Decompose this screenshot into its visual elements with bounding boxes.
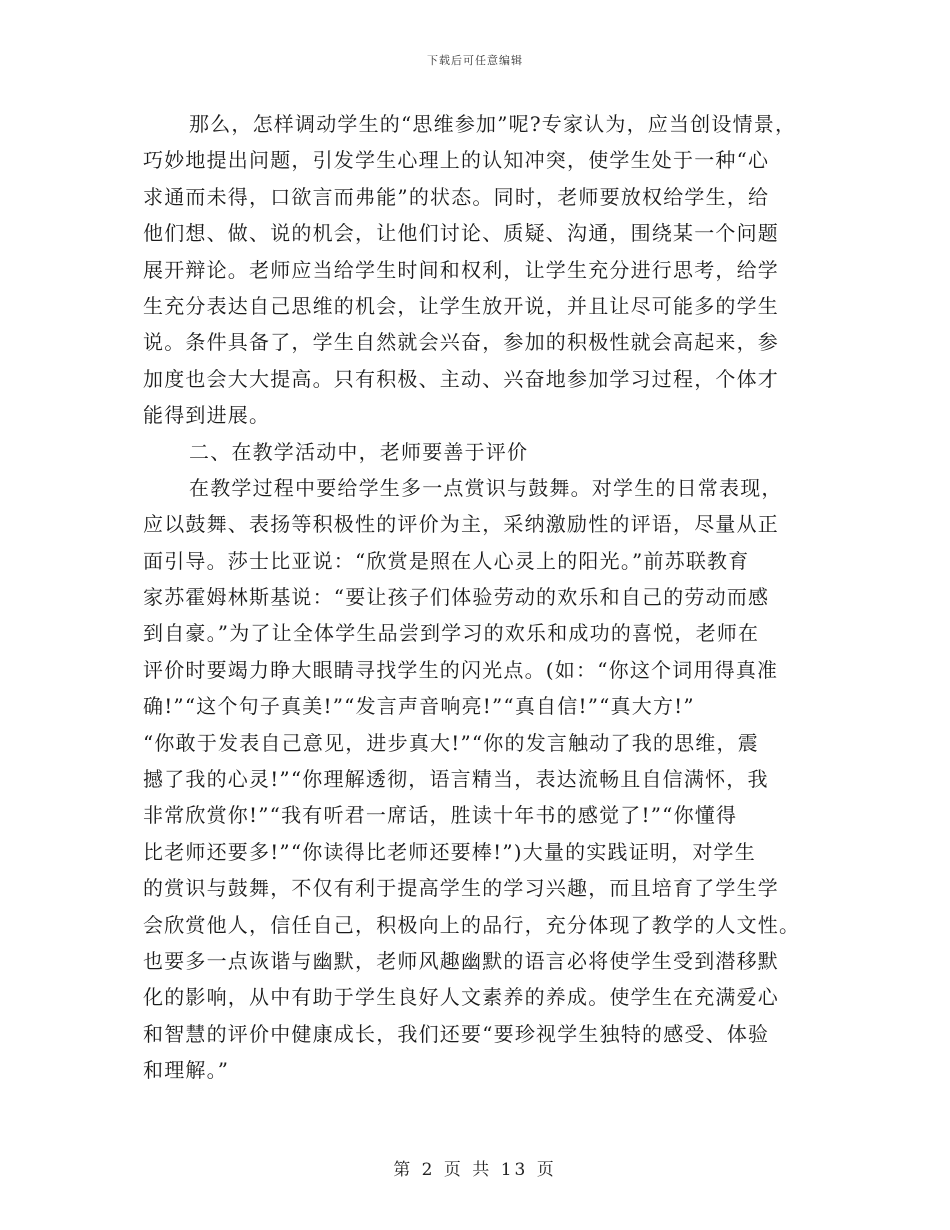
- text-line: 和智慧的评价中健康成长，我们还要“要珍视学生独特的感受、体验: [143, 1021, 770, 1046]
- text-line: 那么，怎样调动学生的“思维参加”呢?专家认为，应当创设情景，: [189, 112, 797, 136]
- text-line: 加度也会大大提高。只有积极、主动、兴奋地参加学习过程，个体才: [143, 366, 779, 391]
- text-line: 二、在教学活动中，老师要善于评价: [189, 439, 529, 464]
- text-line: 生充分表达自己思维的机会，让学生放开说，并且让尽可能多的学生: [143, 293, 779, 318]
- text-line: 也要多一点诙谐与幽默，老师风趣幽默的语言必将使学生受到潜移默: [143, 948, 779, 973]
- text-line: 说。条件具备了，学生自然就会兴奋，参加的积极性就会高起来，参: [143, 330, 779, 355]
- text-line: 确!”“这个句子真美!”“发言声音响亮!”“真自信!”“真大方!”: [143, 694, 695, 719]
- page-header: 下载后可任意编辑: [427, 54, 523, 67]
- text-line: 非常欣赏你!”“我有听君一席话，胜读十年书的感觉了!”“你懂得: [143, 803, 738, 828]
- text-line: 评价时要竭力睁大眼睛寻找学生的闪光点。(如：“你这个词用得真准: [143, 657, 779, 682]
- text-line: 能得到进展。: [143, 403, 271, 428]
- text-line: 展开辩论。老师应当给学生时间和权利，让学生充分进行思考，给学: [143, 257, 779, 282]
- text-line: 的赏识与鼓舞，不仅有利于提高学生的学习兴趣，而且培育了学生学: [143, 876, 779, 901]
- text-line: 比老师还要多!”“你读得比老师还要棒!”)大量的实践证明，对学生: [143, 839, 756, 864]
- text-line: 面引导。莎士比亚说：“欣赏是照在人心灵上的阳光。”前苏联教育: [143, 548, 750, 573]
- page-number-footer: 第 2 页 共 13 页: [393, 1160, 557, 1180]
- text-line: 化的影响，从中有助于学生良好人文素养的养成。使学生在充满爱心: [143, 985, 779, 1010]
- text-line: 和理解。”: [143, 1058, 230, 1083]
- text-line: 会欣赏他人，信任自己，积极向上的品行，充分体现了教学的人文性。: [143, 912, 801, 937]
- text-line: 求通而未得，口欲言而弗能”的状态。同时，老师要放权给学生，给: [143, 184, 770, 209]
- document-body: [143, 106, 823, 1089]
- text-line: 应以鼓舞、表扬等积极性的评价为主，采纳激励性的评语，尽量从正: [143, 512, 779, 537]
- text-line: “你敢于发表自己意见，进步真大!”“你的发言触动了我的思维，震: [143, 730, 759, 755]
- text-line: 巧妙地提出问题，引发学生心理上的认知冲突，使学生处于一种“心: [143, 148, 770, 173]
- text-line: 在教学过程中要给学生多一点赏识与鼓舞。对学生的日常表现，: [189, 475, 783, 500]
- text-line: 家苏霍姆林斯基说：“要让孩子们体验劳动的欢乐和自己的劳动而感: [143, 585, 770, 610]
- text-line: 他们想、做、说的机会，让他们讨论、质疑、沟通，围绕某一个问题: [143, 221, 779, 246]
- text-line: 到自豪。”为了让全体学生品尝到学习的欢乐和成功的喜悦，老师在: [143, 621, 760, 646]
- text-line: 撼了我的心灵!”“你理解透彻，语言精当，表达流畅且自信满怀，我: [143, 767, 769, 792]
